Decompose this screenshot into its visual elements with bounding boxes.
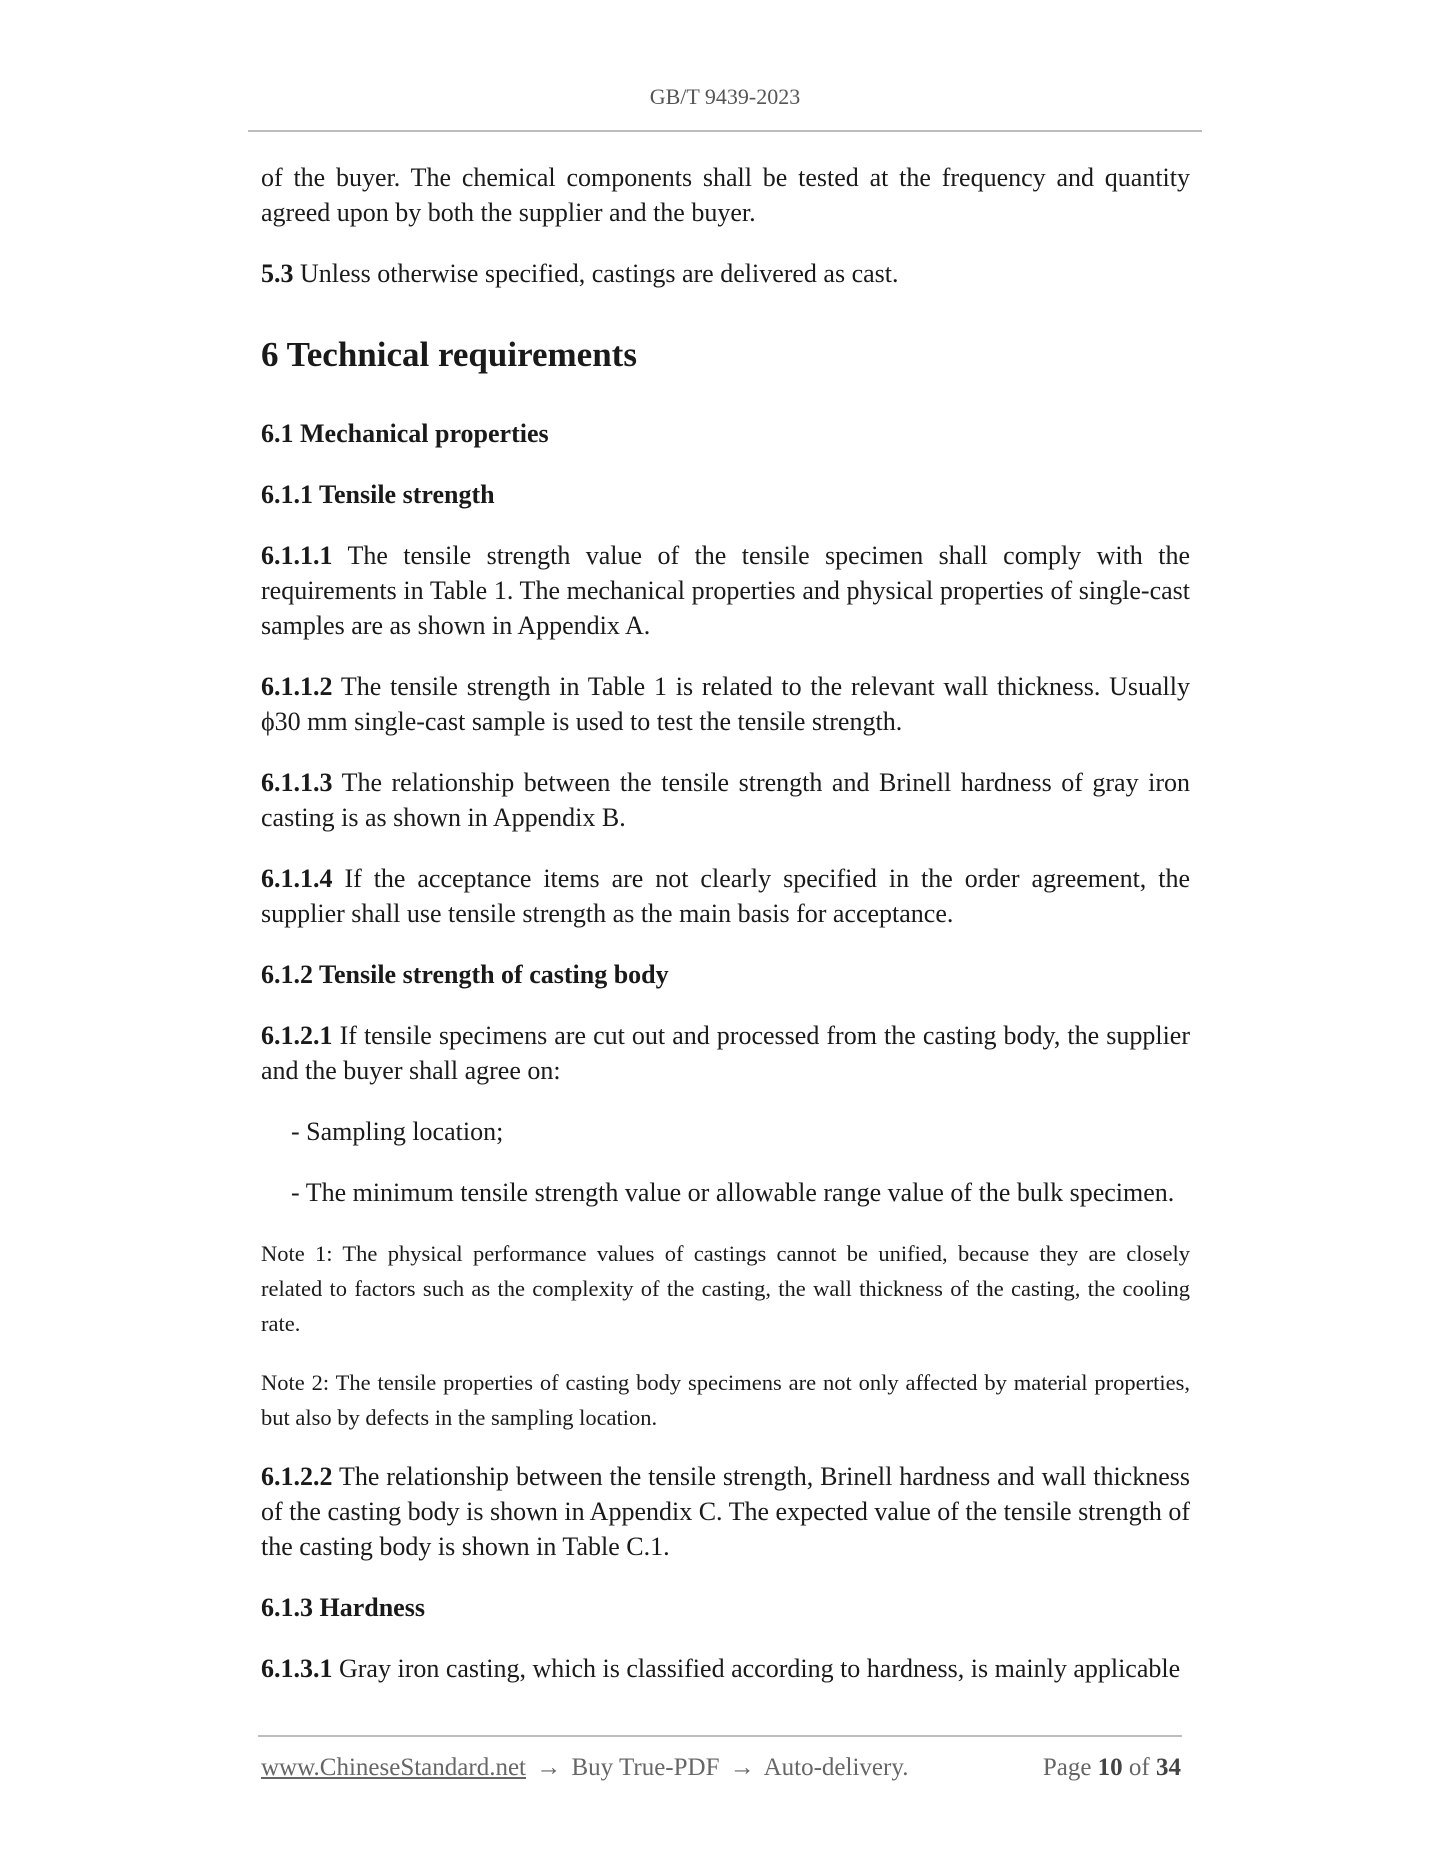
clause-number: 6.1.1.1: [261, 541, 333, 570]
clause-number: 6.1.1.2: [261, 672, 333, 701]
clause-number: 5.3: [261, 259, 294, 288]
page-body: [261, 160, 1190, 1712]
clause-text: The relationship between the tensile strength and Brinell hardness of gray iron casting is as shown in Appendix B.: [261, 768, 1191, 832]
header-divider: [248, 130, 1202, 132]
arrow-right-icon: →: [536, 1754, 562, 1781]
buy-pdf-text: Buy True-PDF: [571, 1754, 720, 1781]
clause-text: The tensile strength in Table 1 is related to the relevant wall thickness. Usually ϕ30 mm single-cast sample is used to test the tensile strength.: [261, 672, 1190, 736]
clause-text: Unless otherwise specified, castings are delivered as cast.: [300, 259, 899, 288]
clause-6-1-2-2: [261, 1459, 1190, 1564]
of-label: of: [1128, 1754, 1150, 1781]
clause-text: Gray iron casting, which is classified according to hardness, is mainly applicable: [339, 1654, 1181, 1683]
clause-5-3: [261, 256, 1190, 291]
subsection-heading-6-1-3: 6.1.3 Hardness: [261, 1593, 425, 1622]
clause-text: The relationship between the tensile strength, Brinell hardness and wall thickness of the casting body is shown in Appendix C. The expected value of the tensile strength of the casting body is shown in Table C.1.: [261, 1462, 1191, 1561]
footer-divider: [258, 1735, 1182, 1737]
list-item: - The minimum tensile strength value or allowable range value of the bulk specimen.: [291, 1178, 1175, 1207]
clause-6-1-3-1: [261, 1651, 1190, 1686]
clause-number: 6.1.2.1: [261, 1021, 333, 1050]
clause-number: 6.1.1.3: [261, 768, 333, 797]
clause-number: 6.1.1.4: [261, 864, 333, 893]
page-number: 10: [1097, 1754, 1123, 1781]
page-footer: [261, 1754, 1181, 1782]
clause-6-1-2-1: [261, 1018, 1190, 1088]
clause-number: 6.1.3.1: [261, 1654, 333, 1683]
note-2: Note 2: The tensile properties of casting body specimens are not only affected by material properties, but also by defects in the sampling location.: [261, 1370, 1190, 1430]
site-link[interactable]: www.ChineseStandard.net: [261, 1754, 526, 1781]
clause-6-1-1-3: [261, 765, 1190, 835]
note-1: Note 1: The physical performance values of castings cannot be unified, because they are closely related to factors such as the complexity of the casting, the wall thickness of the casting, the cooling rate.: [261, 1241, 1190, 1336]
running-header: GB/T 9439-2023: [649, 84, 801, 109]
page-total: 34: [1156, 1754, 1181, 1781]
clause-6-1-1-4: [261, 861, 1190, 931]
clause-number: 6.1.2.2: [261, 1462, 333, 1491]
auto-delivery-text: Auto-delivery.: [763, 1754, 909, 1781]
clause-6-1-1-2: [261, 669, 1190, 739]
paragraph-continuation: of the buyer. The chemical components shall be tested at the frequency and quantity agreed upon by both the supplier and the buyer.: [261, 163, 1190, 227]
page-indicator: [1043, 1754, 1181, 1782]
clause-6-1-1-1: [261, 538, 1190, 643]
clause-text: If the acceptance items are not clearly specified in the order agreement, the supplier shall use tensile strength as the main basis for acceptance.: [261, 864, 1190, 928]
subsection-heading-6-1: 6.1 Mechanical properties: [261, 419, 549, 448]
list-item: - Sampling location;: [291, 1117, 504, 1146]
clause-text: The tensile strength value of the tensile specimen shall comply with the requirements in Table 1. The mechanical properties and physical properties of single-cast samples are as shown in Appendix A.: [261, 541, 1190, 640]
section-heading-6: 6 Technical requirements: [261, 335, 637, 374]
footer-promo: [261, 1754, 908, 1782]
subsection-heading-6-1-2: 6.1.2 Tensile strength of casting body: [261, 960, 669, 989]
page-label: Page: [1042, 1754, 1092, 1781]
subsection-heading-6-1-1: 6.1.1 Tensile strength: [261, 480, 495, 509]
clause-text: If tensile specimens are cut out and processed from the casting body, the supplier and the buyer shall agree on:: [261, 1021, 1191, 1085]
arrow-right-icon: →: [729, 1754, 755, 1781]
